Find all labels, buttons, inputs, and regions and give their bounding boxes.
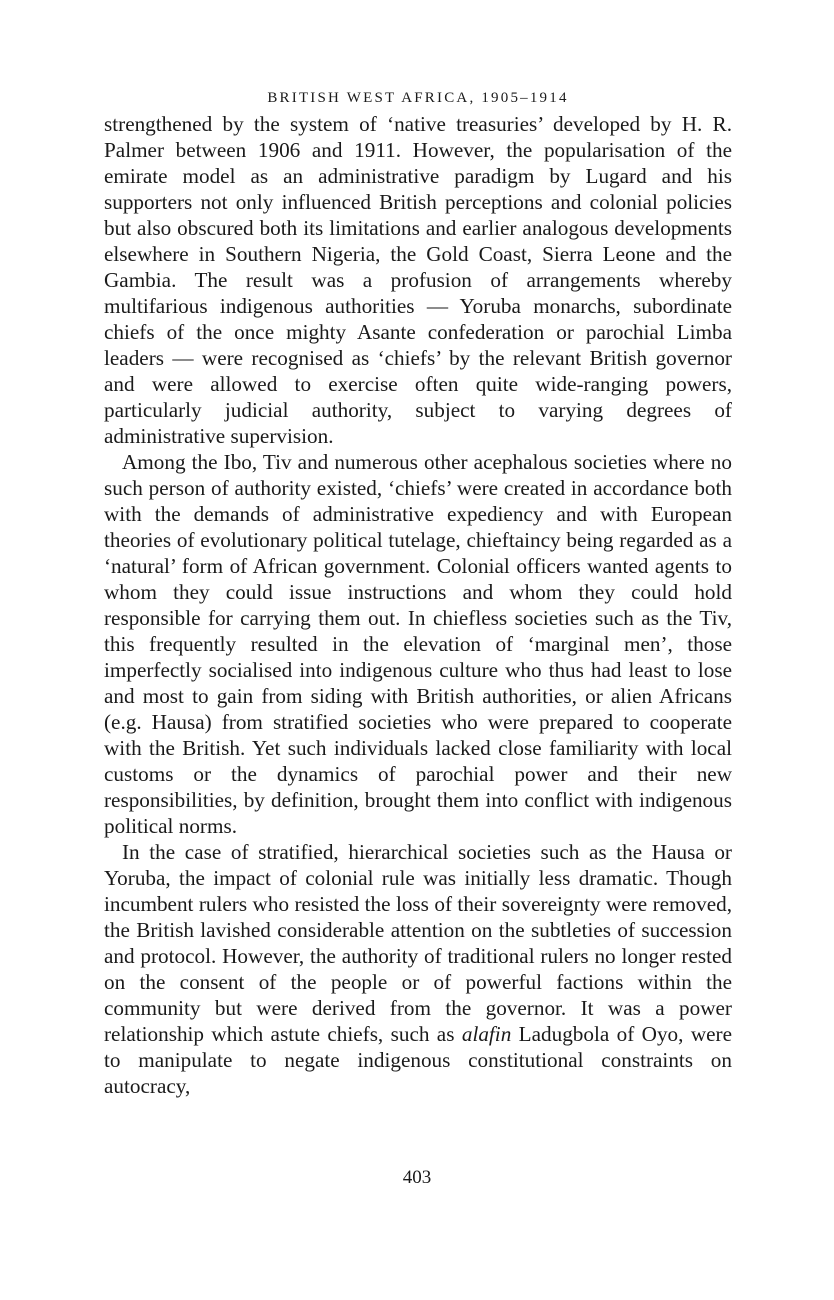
paragraph-3-text-after: Ladugbola of Oyo, were to manipulate to negate indigenous constitutional constraints on autocracy, xyxy=(104,1022,732,1098)
page xyxy=(104,90,732,1099)
paragraph-3-text-before: In the case of stratified, hierarchical societies such as the Hausa or Yoruba, the impact of colonial rule was initially less dramatic. Though incumbent rulers who resisted the loss of their sovereignty were removed, the British lavished considerable attention on the subtleties of succession and protocol. However, the authority of traditional rulers no longer rested on the consent of the people or of powerful factions within the community but were derived from the governor. It was a power relationship which astute chiefs, such as xyxy=(104,840,732,1046)
paragraph-3 xyxy=(104,839,732,1099)
running-head: BRITISH WEST AFRICA, 1905–1914 xyxy=(267,90,569,106)
paragraph-1: strengthened by the system of ‘native treasuries’ developed by H. R. Palmer between 1906 and 1911. However, the popularisation of the emirate model as an administrative paradigm by Lugard and his supporters not only influenced British perceptions and colonial policies but also obscured both its limitations and earlier analogous developments elsewhere in Southern Nigeria, the Gold Coast, Sierra Leone and the Gambia. The result was a profusion of arrangements whereby multifarious indigenous authorities — Yoruba monarchs, subordinate chiefs of the once mighty Asante confederation or parochial Limba leaders — were recognised as ‘chiefs’ by the relevant British governor and were allowed to exercise often quite wide-ranging powers, particularly judicial authority, subject to varying degrees of administrative supervision. xyxy=(104,112,732,448)
body-text xyxy=(104,111,732,1099)
paragraph-3-italic-term: alafin xyxy=(461,1022,512,1046)
page-number: 403 xyxy=(402,1167,432,1188)
paragraph-2: Among the Ibo, Tiv and numerous other acephalous societies where no such person of authority existed, ‘chiefs’ were created in accordance both with the demands of administrative expediency and with European theories of evolutionary political tutelage, chieftaincy being regarded as a ‘natural’ form of African government. Colonial officers wanted agents to whom they could issue instructions and whom they could hold responsible for carrying them out. In chiefless societies such as the Tiv, this frequently resulted in the elevation of ‘marginal men’, those imperfectly socialised into indigenous culture who thus had least to lose and most to gain from siding with British authorities, or alien Africans (e.g. Hausa) from stratified societies who were prepared to cooperate with the British. Yet such individuals lacked close familiarity with local customs or the dynamics of parochial power and their new responsibilities, by definition, brought them into conflict with indigenous political norms. xyxy=(104,450,732,838)
